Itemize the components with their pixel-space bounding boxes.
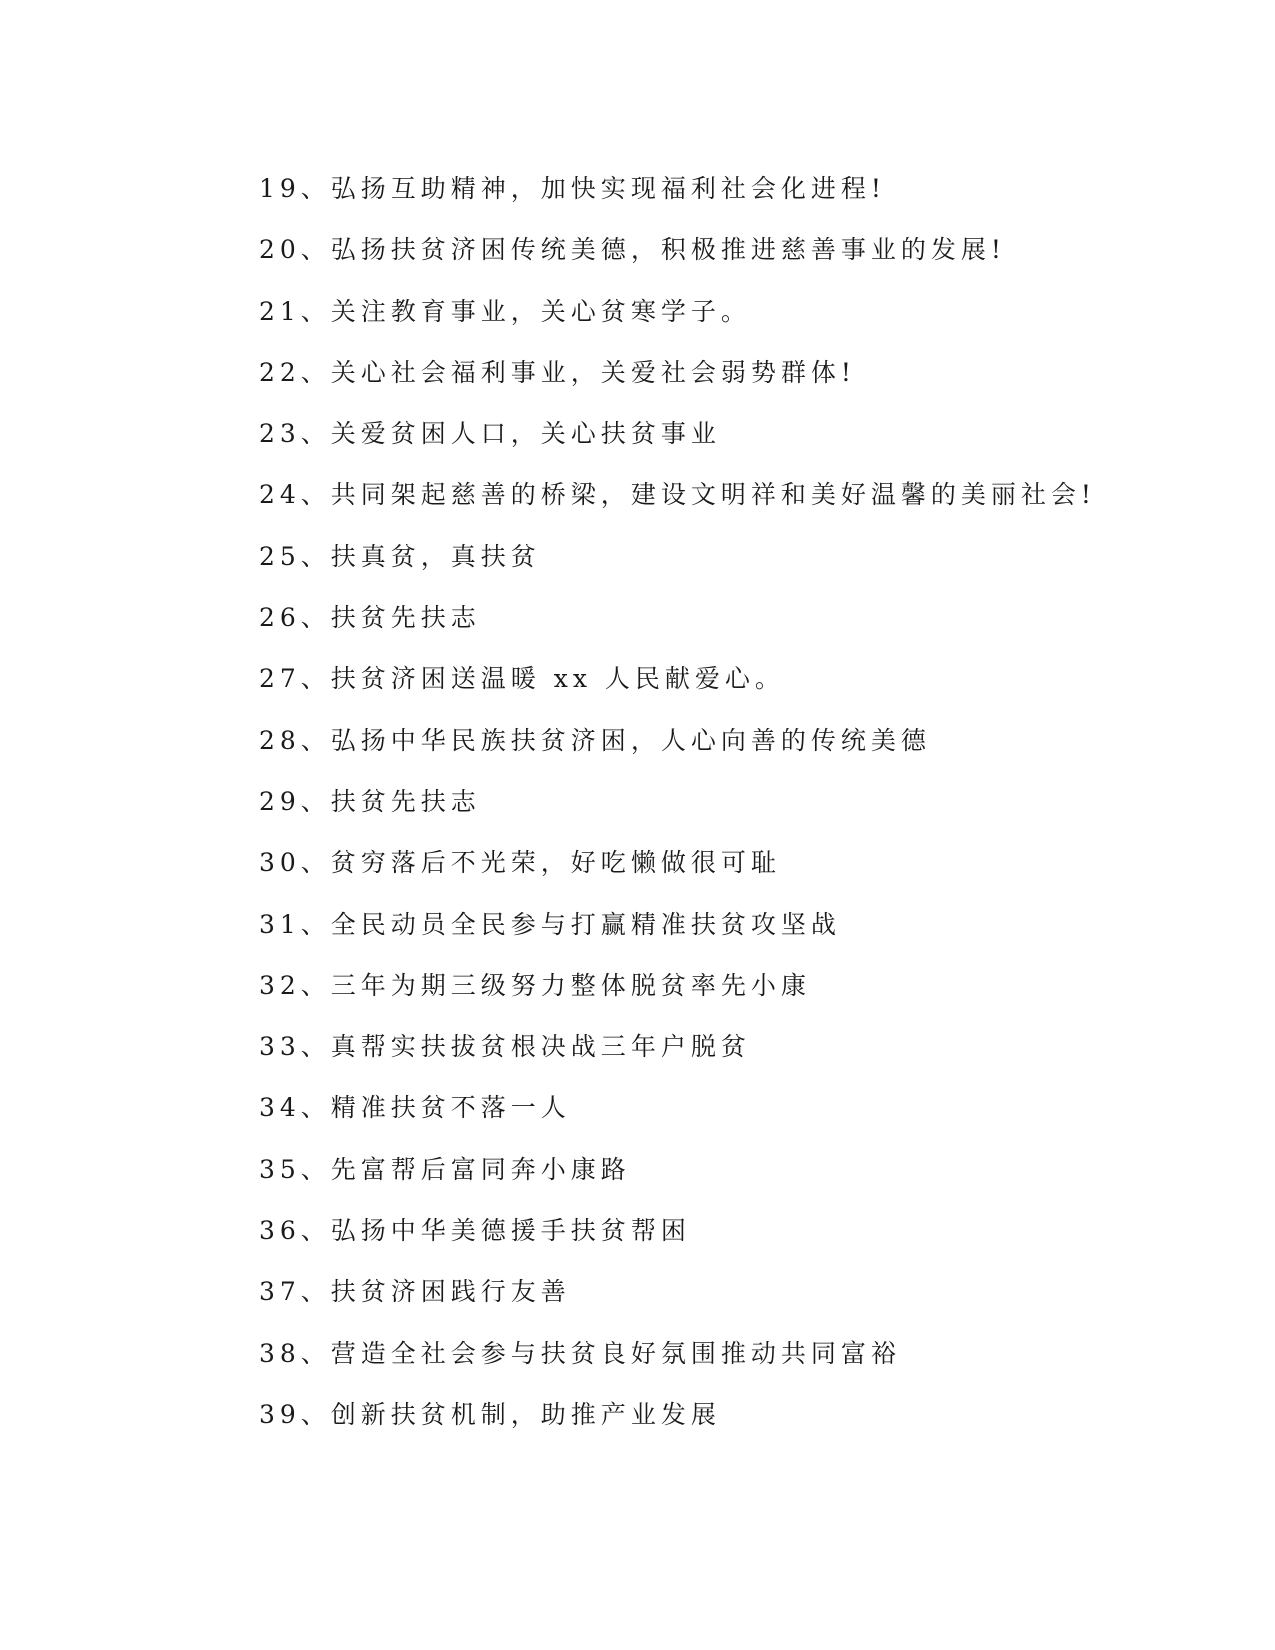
list-item: 33、真帮实扶拔贫根决战三年户脱贫 xyxy=(259,1032,751,1062)
list-item: 37、扶贫济困践行友善 xyxy=(259,1277,571,1307)
list-item: 35、先富帮后富同奔小康路 xyxy=(259,1154,631,1184)
list-item: 38、营造全社会参与扶贫良好氛围推动共同富裕 xyxy=(259,1338,901,1368)
list-item: 31、全民动员全民参与打赢精准扶贫攻坚战 xyxy=(259,909,841,939)
list-item: 30、贫穷落后不光荣，好吃懒做很可耻 xyxy=(259,848,781,878)
list-item: 23、关爱贫困人口，关心扶贫事业 xyxy=(259,419,721,449)
list-item: 26、扶贫先扶志 xyxy=(259,603,481,633)
list-item: 28、弘扬中华民族扶贫济困，人心向善的传统美德 xyxy=(259,725,931,755)
list-item: 29、扶贫先扶志 xyxy=(259,786,481,816)
list-item: 32、三年为期三级努力整体脱贫率先小康 xyxy=(259,970,811,1000)
list-item: 24、共同架起慈善的桥梁，建设文明祥和美好温馨的美丽社会! xyxy=(259,480,1096,510)
list-item: 27、扶贫济困送温暖 xx 人民献爱心。 xyxy=(259,664,785,694)
list-item: 39、创新扶贫机制，助推产业发展 xyxy=(259,1399,721,1429)
list-item: 36、弘扬中华美德援手扶贫帮困 xyxy=(259,1216,691,1246)
list-item: 34、精准扶贫不落一人 xyxy=(259,1093,571,1123)
slogan-list xyxy=(259,167,1096,1454)
list-item: 22、关心社会福利事业，关爱社会弱势群体! xyxy=(259,357,856,387)
list-item: 20、弘扬扶贫济困传统美德，积极推进慈善事业的发展! xyxy=(259,235,1006,265)
list-item: 19、弘扬互助精神，加快实现福利社会化进程! xyxy=(259,174,886,203)
list-item: 21、关注教育事业，关心贫寒学子。 xyxy=(259,296,751,326)
list-item: 25、扶真贫，真扶贫 xyxy=(259,541,541,571)
